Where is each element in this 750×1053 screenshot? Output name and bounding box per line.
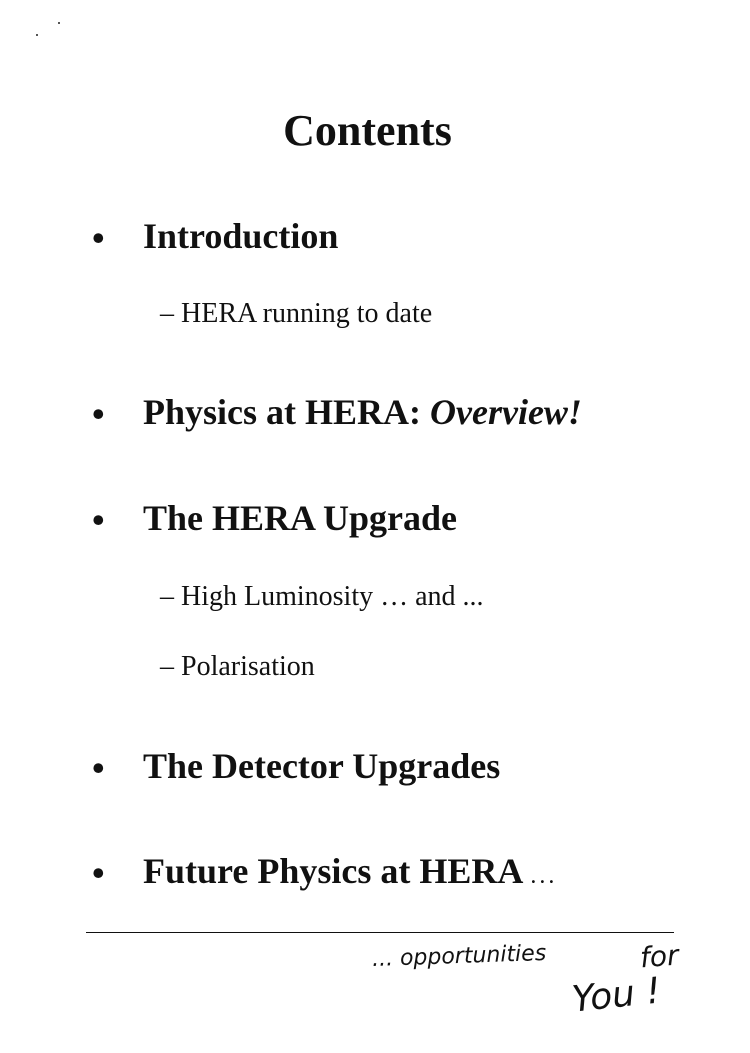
scan-speck xyxy=(36,34,38,36)
handwritten-opportunities: ... opportunities xyxy=(371,940,547,973)
scan-speck xyxy=(58,22,60,24)
item-physics-at-hera xyxy=(143,392,582,432)
item-physics-overview: Overview! xyxy=(430,392,582,432)
item-future-physics xyxy=(143,851,557,896)
bullet-marker: • xyxy=(92,218,105,258)
handwritten-for: for xyxy=(638,938,680,975)
bullet-marker: • xyxy=(92,748,105,788)
item-hera-upgrade: The HERA Upgrade xyxy=(143,498,458,538)
bullet-marker: • xyxy=(92,853,105,893)
item-physics-label: Physics at HERA: xyxy=(143,392,421,432)
sub-item-polarisation: – Polarisation xyxy=(160,651,315,682)
item-detector-upgrades: The Detector Upgrades xyxy=(143,746,501,786)
sub-item-high-luminosity: – High Luminosity … and ... xyxy=(160,581,484,612)
item-future-label: Future Physics at HERA xyxy=(143,851,522,891)
sub-item-hera-running: – HERA running to date xyxy=(160,298,433,329)
bullet-marker: • xyxy=(92,394,105,434)
item-future-trailing-dots: ... xyxy=(530,863,558,889)
bullet-marker: • xyxy=(92,500,105,540)
handwritten-you: You ! xyxy=(570,970,663,1021)
footer-divider xyxy=(86,932,674,933)
item-introduction: Introduction xyxy=(143,216,339,256)
page-title: Contents xyxy=(283,106,452,155)
